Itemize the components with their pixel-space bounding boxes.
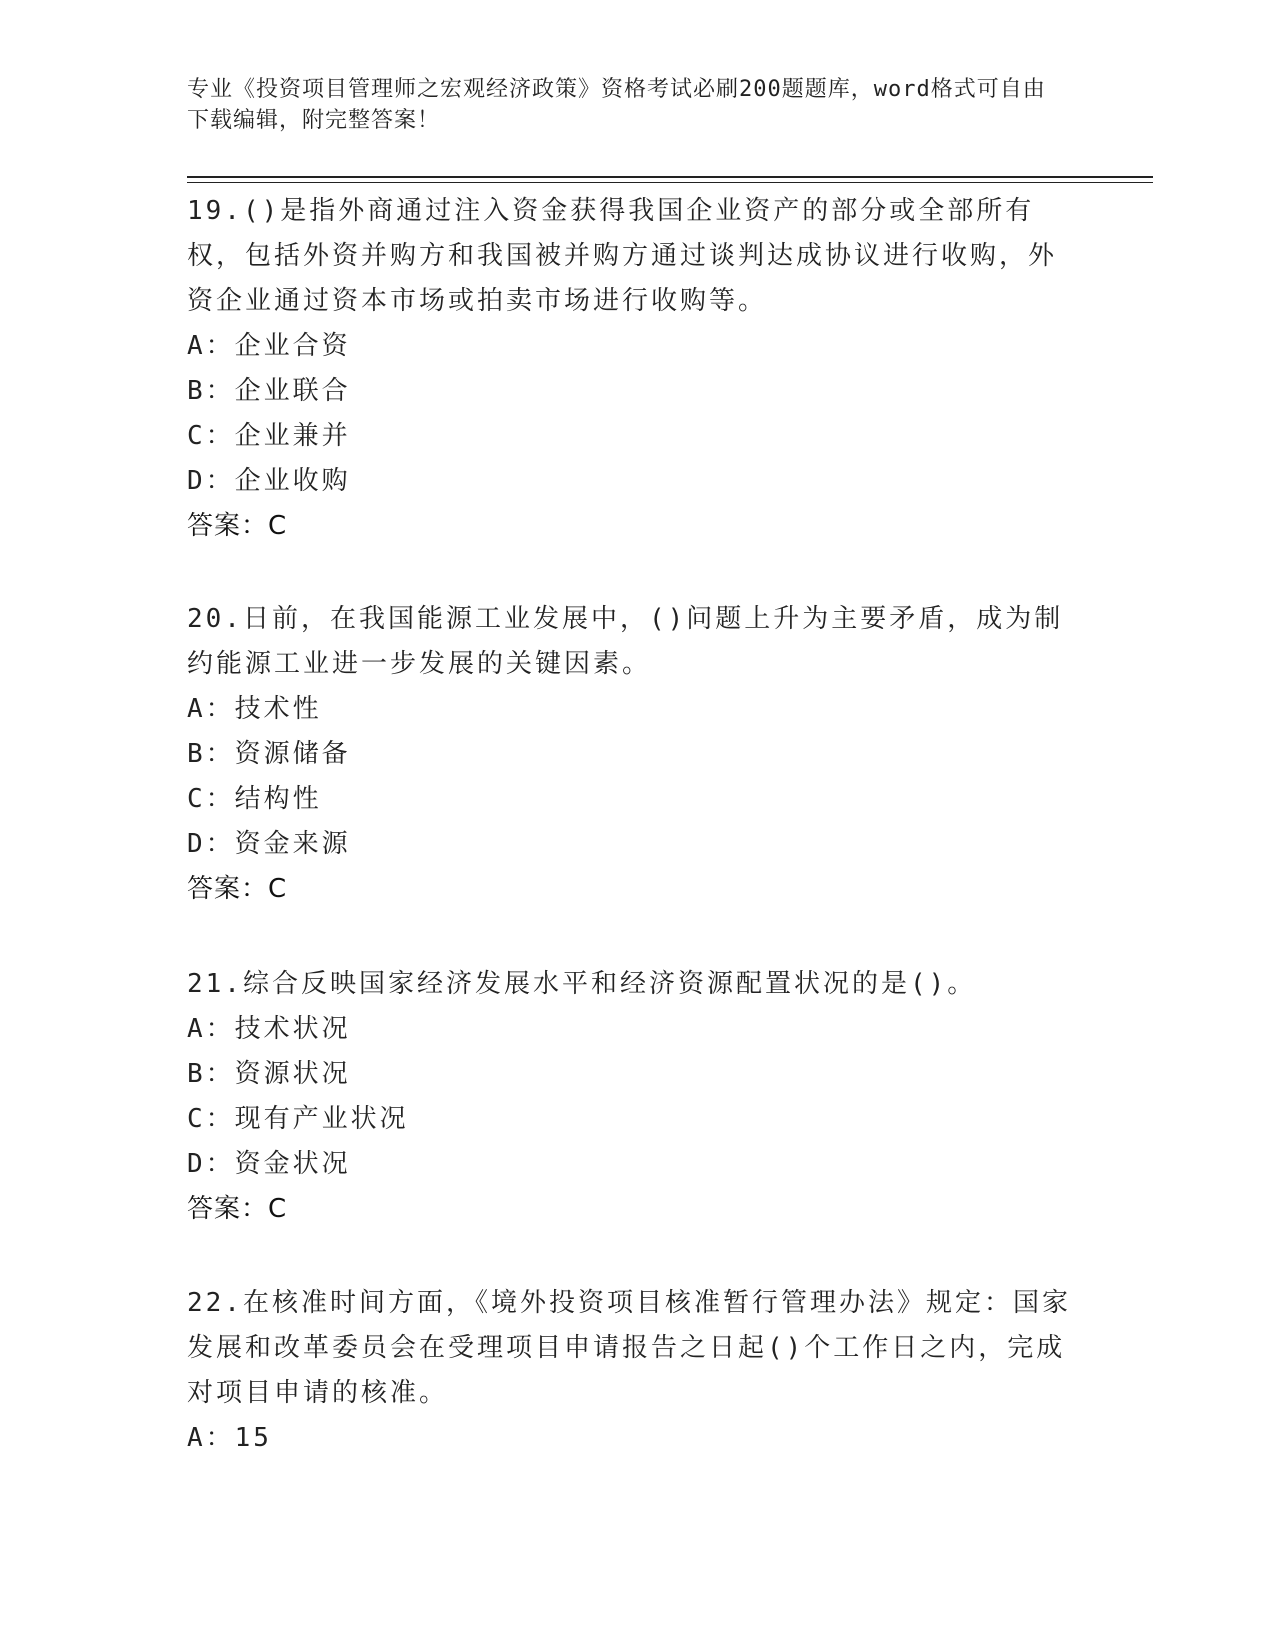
- answer: 答案：C: [187, 1194, 288, 1224]
- option-b: B：资源状况: [187, 1059, 351, 1089]
- answer: 答案：C: [187, 874, 288, 904]
- question-20: [187, 597, 1077, 912]
- question-stem: 20.日前，在我国能源工业发展中，()问题上升为主要矛盾，成为制约能源工业进一步发展的关键因素。: [187, 604, 1064, 679]
- option-c: C：结构性: [187, 784, 322, 814]
- option-d: D：企业收购: [187, 466, 351, 496]
- question-stem: 19.()是指外商通过注入资金获得我国企业资产的部分或全部所有权，包括外资并购方和我国被并购方通过谈判达成协议进行收购，外资企业通过资本市场或拍卖市场进行收购等。: [187, 196, 1058, 316]
- option-c: C：现有产业状况: [187, 1104, 409, 1134]
- option-a: A：15: [187, 1423, 272, 1453]
- option-c: C：企业兼并: [187, 421, 351, 451]
- option-b: B：资源储备: [187, 739, 351, 769]
- document-intro: 专业《投资项目管理师之宏观经济政策》资格考试必刷200题题库，word格式可自由下载编辑，附完整答案！: [187, 77, 1046, 133]
- answer: 答案：C: [187, 511, 288, 541]
- question-stem: 22.在核准时间方面，《境外投资项目核准暂行管理办法》规定：国家发展和改革委员会在受理项目申请报告之日起()个工作日之内，完成对项目申请的核准。: [187, 1288, 1071, 1408]
- header-divider-thin: [187, 182, 1153, 183]
- question-stem: 21.综合反映国家经济发展水平和经济资源配置状况的是()。: [187, 969, 977, 999]
- question-22: [187, 1281, 1077, 1461]
- option-d: D：资金来源: [187, 829, 351, 859]
- option-b: B：企业联合: [187, 376, 351, 406]
- option-a: A：技术状况: [187, 1014, 351, 1044]
- option-d: D：资金状况: [187, 1149, 351, 1179]
- question-19: [187, 189, 1077, 549]
- header-divider-thick: [187, 176, 1153, 178]
- question-21: [187, 962, 1077, 1232]
- option-a: A：技术性: [187, 694, 322, 724]
- option-a: A：企业合资: [187, 331, 351, 361]
